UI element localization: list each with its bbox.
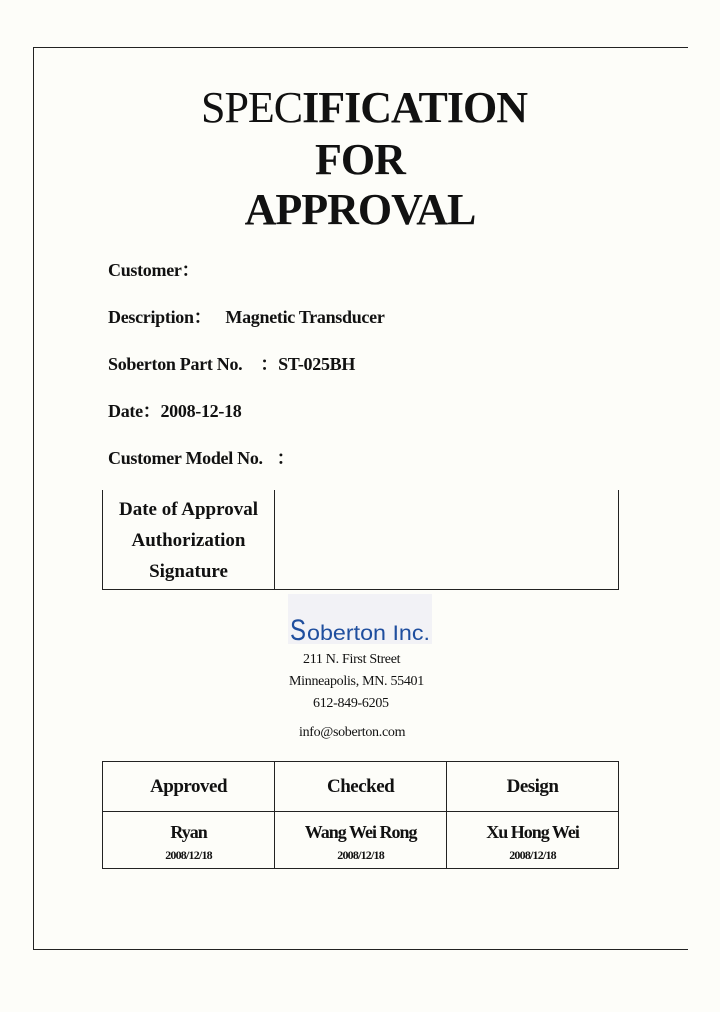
soberton-logo-image <box>288 594 432 644</box>
date-value: 2008-12-18 <box>160 401 242 421</box>
part-number-field <box>108 350 355 376</box>
approval-label-line: Authorization <box>131 530 246 551</box>
customer-field <box>108 256 199 282</box>
address-line-2: Minneapolis, MN. 55401 <box>289 674 424 689</box>
design-cell <box>447 812 619 869</box>
company-logo <box>288 594 432 644</box>
approval-signature-area <box>275 490 618 589</box>
header-checked: Checked <box>275 762 447 812</box>
header-design: Design <box>447 762 619 812</box>
approval-box <box>102 490 619 590</box>
description-label: Description： <box>108 307 212 327</box>
signoff-names-row <box>103 812 619 869</box>
checked-cell <box>275 812 447 869</box>
date-label: Date： <box>108 401 161 421</box>
signoff-header-row <box>103 762 619 812</box>
checked-date: 2008/12/18 <box>337 848 384 862</box>
checked-name: Wang Wei Rong <box>304 822 417 842</box>
part-number-colon: ： <box>260 354 279 374</box>
date-field <box>108 397 241 423</box>
title-line-2: FOR <box>315 135 405 184</box>
title-ification: IFICATION <box>302 83 528 132</box>
approved-name: Ryan <box>170 822 207 842</box>
design-date: 2008/12/18 <box>509 848 556 862</box>
email-link[interactable]: info@soberton.com <box>299 725 406 740</box>
description-value: Magnetic Transducer <box>225 307 385 327</box>
header-approved: Approved <box>103 762 275 812</box>
signoff-table <box>102 761 619 869</box>
design-name: Xu Hong Wei <box>486 822 579 842</box>
title-line-1 <box>4 83 720 132</box>
part-number-label: Soberton Part No. <box>108 354 243 374</box>
title-spec: SPEC <box>200 83 303 132</box>
approved-cell <box>103 812 275 869</box>
approval-label <box>103 490 275 589</box>
customer-model-label: Customer Model No. <box>108 448 263 468</box>
description-field <box>108 303 385 329</box>
phone-number: 612-849-6205 <box>313 696 389 711</box>
logo-initial: S <box>290 614 306 644</box>
approval-label-line: Signature <box>149 561 228 582</box>
title-line-3: APPROVAL <box>244 185 476 234</box>
approval-label-line: Date of Approval <box>119 499 258 520</box>
customer-model-colon: ： <box>276 448 295 468</box>
part-number-value: ST-025BH <box>278 354 356 374</box>
address-line-1: 211 N. First Street <box>303 652 401 667</box>
approved-date: 2008/12/18 <box>165 848 212 862</box>
customer-model-field <box>108 444 294 470</box>
logo-rest: oberton Inc. <box>307 622 430 644</box>
customer-label: Customer： <box>108 260 200 280</box>
